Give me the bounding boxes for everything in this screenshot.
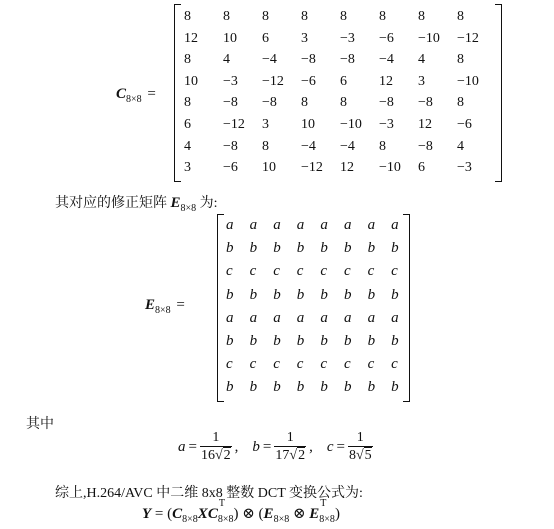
matrix-c-cell: 8 <box>223 9 230 24</box>
matrix-e-label <box>145 297 185 316</box>
matrix-c-cell: 3 <box>301 30 308 46</box>
matrix-e-cell: b <box>343 240 352 257</box>
definition-equals: = <box>188 439 197 455</box>
matrix-c-cell: 4 <box>457 138 464 154</box>
matrix-e-cell: b <box>296 332 305 349</box>
matrix-c-cell: 10 <box>223 30 237 46</box>
matrix-e-cell: c <box>296 356 304 373</box>
matrix-e-cell: b <box>343 332 352 349</box>
matrix-c-cell: 12 <box>379 73 393 89</box>
matrix-e-cell: b <box>367 286 376 303</box>
matrix-e-cell: c <box>226 263 233 280</box>
matrix-c-cell: −8 <box>418 95 433 111</box>
matrix-e-cell: b <box>391 379 399 396</box>
matrix-e-cell: b <box>249 332 258 349</box>
matrix-e-cell: a <box>320 217 328 233</box>
matrix-e-cell: c <box>391 356 398 373</box>
matrix-e-cell: c <box>391 263 398 280</box>
matrix-c-cell: 8 <box>457 52 464 68</box>
matrix-c-cell: 8 <box>340 95 347 111</box>
matrix-c-cell: 8 <box>457 9 464 24</box>
matrix-c-cell: 6 <box>340 73 347 89</box>
matrix-c-cell: −8 <box>418 138 433 154</box>
matrix-c-cell: −10 <box>418 30 440 46</box>
matrix-c-cell: −4 <box>379 52 394 68</box>
matrix-e-cell: b <box>249 379 258 396</box>
matrix-c-grid <box>184 6 496 179</box>
denominator-radicand: 2 <box>298 448 306 463</box>
correction-subscript: 8×8 <box>180 203 197 214</box>
formula-et-sup: T <box>320 498 327 509</box>
matrix-c-cell: 8 <box>262 9 269 24</box>
matrix-e-cell: a <box>226 217 234 233</box>
matrix-c-cell: 8 <box>184 95 191 111</box>
definition-var: a <box>178 439 186 455</box>
denominator-coef: 16 <box>200 448 215 463</box>
matrix-c-cell: 12 <box>340 160 354 176</box>
matrix-c-cell: 8 <box>457 95 464 111</box>
matrix-c-subscript: 8×8 <box>126 94 142 105</box>
matrix-e-grid <box>226 214 415 400</box>
matrix-c-cell: −12 <box>223 116 245 132</box>
matrix-c-cell: 10 <box>184 73 198 89</box>
matrix-c-cell: 4 <box>418 52 425 68</box>
definition-c <box>327 430 376 465</box>
formula-ct: C <box>207 506 218 522</box>
matrix-e-cell: c <box>249 356 257 373</box>
matrix-c-symbol: C <box>116 86 127 102</box>
definition-separator: , <box>234 439 239 455</box>
matrix-e-cell: c <box>249 263 257 280</box>
matrix-c-cell: −8 <box>340 52 355 68</box>
matrix-e-cell: b <box>226 240 234 257</box>
matrix-e-cell: b <box>320 332 328 349</box>
matrix-c-cell: −3 <box>457 160 472 176</box>
matrix-e-left-bracket <box>217 214 224 402</box>
matrix-e-cell: a <box>391 309 399 326</box>
denominator-radicand: 2 <box>223 448 231 463</box>
matrix-c-cell: −8 <box>223 95 238 111</box>
formula-paren-open-1: ( <box>167 506 173 522</box>
denominator-radicand: 5 <box>364 448 372 463</box>
matrix-c-cell: −8 <box>262 95 277 111</box>
matrix-e-cell: b <box>391 240 399 257</box>
matrix-e-cell: a <box>273 309 281 326</box>
matrix-c-left-bracket <box>174 4 181 182</box>
formula-et: E <box>309 506 320 522</box>
summary-text: 综上,H.264/AVC 中二维 8x8 整数 DCT 变换公式为: <box>55 486 363 501</box>
matrix-c-cell: 8 <box>184 52 191 68</box>
formula-x: X <box>197 506 208 522</box>
matrix-c-cell: −3 <box>379 116 394 132</box>
definition-b <box>252 430 312 465</box>
matrix-e-cell: b <box>391 286 399 303</box>
fraction-denominator <box>200 446 232 465</box>
matrix-c-cell: 12 <box>418 116 432 132</box>
matrix-e-cell: c <box>320 263 328 280</box>
formula-otimes-2: ⊗ <box>292 506 306 522</box>
definition-var: b <box>252 439 260 455</box>
matrix-c-cell: 3 <box>184 160 191 176</box>
correction-prefix: 其对应的修正矩阵 <box>55 196 167 211</box>
matrix-c-cell: 3 <box>418 73 425 89</box>
matrix-c-cell: −4 <box>262 52 277 68</box>
definitions-line <box>178 430 384 465</box>
matrix-e-cell: a <box>320 309 328 326</box>
fraction-numerator: 1 <box>286 430 294 445</box>
matrix-e-cell: b <box>320 379 328 396</box>
correction-line <box>55 192 218 214</box>
matrix-e-cell: a <box>226 309 234 326</box>
matrix-e-cell: b <box>367 240 376 257</box>
matrix-e-cell: b <box>367 379 376 396</box>
definition-fraction <box>348 430 373 465</box>
matrix-e-subscript: 8×8 <box>155 305 171 316</box>
definition-a <box>178 430 238 465</box>
correction-suffix: 为: <box>199 196 218 211</box>
matrix-e-cell: b <box>273 286 281 303</box>
matrix-c-cell: 12 <box>184 30 198 46</box>
formula-c: C <box>172 506 183 522</box>
matrix-c-cell: −6 <box>457 116 472 132</box>
fraction-numerator: 1 <box>212 430 220 445</box>
matrix-e-cell: c <box>320 356 328 373</box>
matrix-c-cell: −8 <box>223 138 238 154</box>
matrix-c-cell: 8 <box>379 9 386 24</box>
matrix-e-cell: b <box>226 286 234 303</box>
matrix-c-cell: −6 <box>223 160 238 176</box>
matrix-e-cell: b <box>226 379 234 396</box>
matrix-c-cell: −12 <box>457 30 479 46</box>
matrix-c-cell: −4 <box>340 138 355 154</box>
correction-symbol: E <box>170 195 181 211</box>
matrix-e-cell: c <box>226 356 233 373</box>
matrix-e-cell: b <box>273 332 281 349</box>
matrix-c-cell: −10 <box>379 160 401 176</box>
matrix-e-cell: b <box>296 240 305 257</box>
matrix-e-cell: a <box>367 309 376 326</box>
matrix-e-cell: c <box>367 356 375 373</box>
matrix-e-cell: b <box>226 332 234 349</box>
matrix-c-cell: −10 <box>457 73 479 89</box>
matrix-c-cell: 6 <box>418 160 425 176</box>
matrix-e-cell: b <box>273 240 281 257</box>
formula-e-sub: 8×8 <box>273 514 290 525</box>
formula-ct-sub: 8×8 <box>217 514 234 525</box>
matrix-c-cell: 10 <box>262 160 276 176</box>
formula-paren-close-1: ) <box>233 506 239 522</box>
matrix-e-cell: a <box>343 217 352 233</box>
matrix-e-cell: c <box>343 263 351 280</box>
matrix-c-cell: 8 <box>262 138 269 154</box>
definition-separator: , <box>309 439 313 455</box>
matrix-e-cell: b <box>320 286 328 303</box>
matrix-e-cell: c <box>273 356 280 373</box>
matrix-e-cell: a <box>343 309 352 326</box>
matrix-e-cell: b <box>320 240 328 257</box>
formula-equals: = <box>154 506 164 522</box>
matrix-e-cell: a <box>391 217 399 233</box>
sqrt-icon: √ <box>355 448 364 463</box>
matrix-e-cell: c <box>273 263 280 280</box>
denominator-coef: 8 <box>348 448 356 463</box>
formula-y: Y <box>142 506 152 522</box>
matrix-c-cell: −8 <box>379 95 394 111</box>
matrix-c-cell: −12 <box>262 73 284 89</box>
formula-ct-sup: T <box>218 498 225 509</box>
matrix-e-equals: = <box>176 297 185 313</box>
sqrt-icon: √ <box>289 448 298 463</box>
matrix-e-cell: b <box>273 379 281 396</box>
formula-e: E <box>263 506 274 522</box>
matrix-e-cell: b <box>296 286 305 303</box>
fraction-numerator: 1 <box>356 430 364 445</box>
matrix-e-cell: c <box>296 263 304 280</box>
matrix-c-cell: 8 <box>418 9 425 24</box>
fraction-denominator <box>348 446 373 465</box>
definition-equals: = <box>336 439 345 455</box>
denominator-coef: 17 <box>275 448 290 463</box>
matrix-e-cell: b <box>249 286 258 303</box>
definition-fraction <box>200 430 232 465</box>
matrix-c-right-bracket <box>495 4 502 182</box>
matrix-c-cell: 4 <box>184 138 191 154</box>
definition-var: c <box>326 439 334 455</box>
formula-otimes-1: ⊗ <box>242 506 255 522</box>
matrix-e-cell: c <box>367 263 375 280</box>
matrix-c-cell: −3 <box>223 73 238 89</box>
matrix-e-right-bracket <box>403 214 410 402</box>
matrix-c-cell: 8 <box>184 9 191 24</box>
matrix-e-cell: a <box>249 217 258 233</box>
definition-equals: = <box>262 439 272 455</box>
matrix-c-cell: −8 <box>301 52 316 68</box>
matrix-e-symbol: E <box>145 297 156 313</box>
formula-et-sub: 8×8 <box>319 514 335 525</box>
matrix-e-cell: a <box>249 309 258 326</box>
matrix-c-cell: 4 <box>223 52 230 68</box>
matrix-c-cell: −3 <box>340 30 355 46</box>
matrix-e-cell: b <box>249 240 258 257</box>
matrix-c-label <box>116 86 156 105</box>
matrix-c-cell: −10 <box>340 116 362 132</box>
definition-fraction <box>274 430 306 465</box>
sqrt-icon: √ <box>214 448 223 463</box>
matrix-e-cell: a <box>273 217 281 233</box>
final-formula <box>142 498 340 525</box>
matrix-e-cell: c <box>343 356 351 373</box>
matrix-c-cell: −6 <box>301 73 316 89</box>
matrix-c-cell: 8 <box>301 95 308 111</box>
formula-c-sub: 8×8 <box>182 514 198 525</box>
matrix-c-cell: 3 <box>262 116 269 132</box>
matrix-e-cell: b <box>391 332 399 349</box>
matrix-e-cell: b <box>343 286 352 303</box>
matrix-c-cell: 6 <box>184 116 191 132</box>
matrix-e-cell: a <box>296 309 305 326</box>
formula-paren-open-2: ( <box>258 506 264 522</box>
matrix-c-equals: = <box>147 86 156 102</box>
fraction-denominator <box>274 446 306 465</box>
matrix-e-cell: b <box>367 332 376 349</box>
formula-paren-close-2: ) <box>334 506 340 522</box>
matrix-e-cell: a <box>296 217 305 233</box>
matrix-e-cell: a <box>367 217 376 233</box>
matrix-c-cell: 8 <box>379 138 386 154</box>
matrix-c-cell: −6 <box>379 30 394 46</box>
matrix-c-cell: 6 <box>262 30 269 46</box>
matrix-c-cell: 8 <box>301 9 308 24</box>
matrix-e-cell: b <box>343 379 352 396</box>
matrix-c-cell: 10 <box>301 116 315 132</box>
matrix-c-block <box>0 6 554 186</box>
matrix-c-cell: 8 <box>340 9 347 24</box>
matrix-c-cell: −12 <box>301 160 323 176</box>
where-text: 其中 <box>26 417 54 432</box>
matrix-c-cell: −4 <box>301 138 316 154</box>
matrix-e-cell: b <box>296 379 305 396</box>
